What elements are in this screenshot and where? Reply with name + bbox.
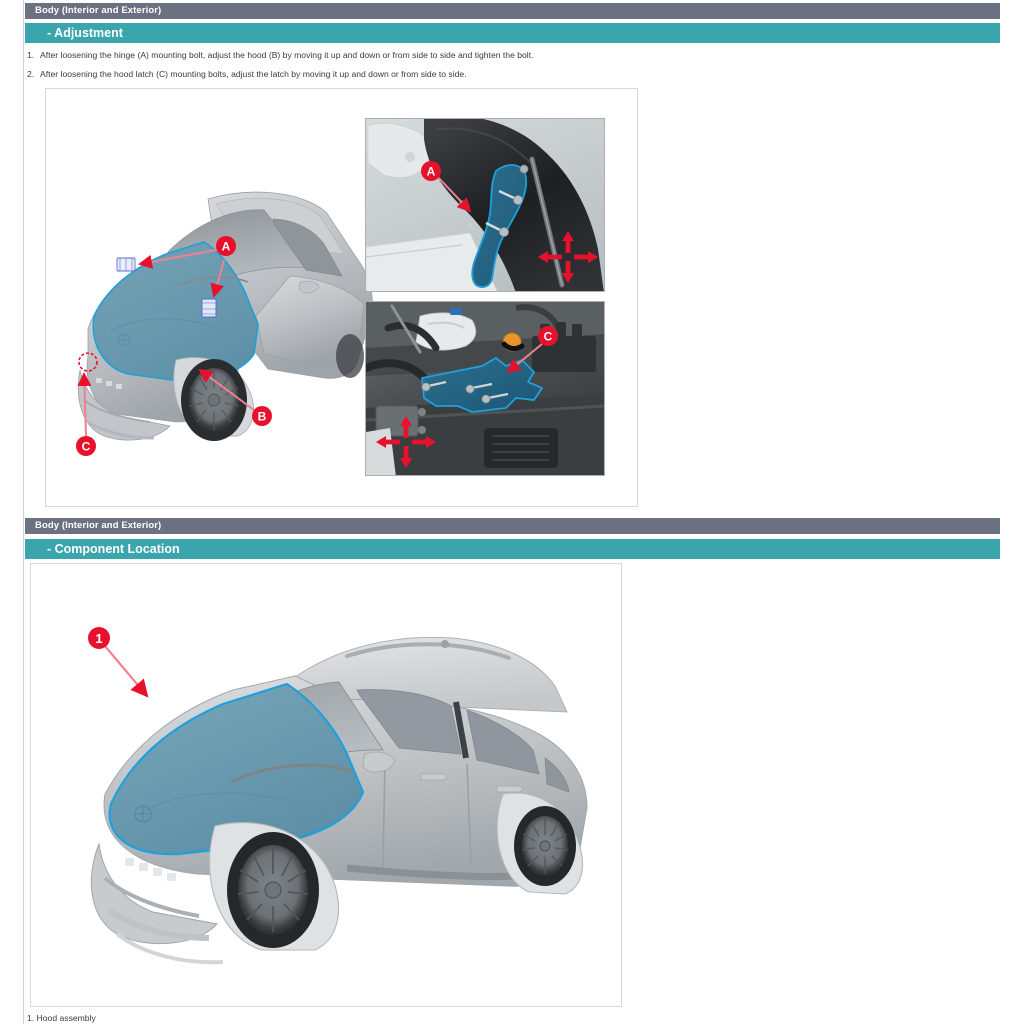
callout-marker-1 <box>88 627 110 649</box>
svg-text:C: C <box>543 329 553 344</box>
car-side-three-quarter-illustration <box>47 578 607 998</box>
car-front-three-quarter-illustration <box>58 164 388 484</box>
figure-caption-hood-assembly: 1. Hood assembly <box>27 1013 96 1023</box>
step-1-number: 1. <box>27 50 35 60</box>
svg-text:A: A <box>221 239 231 254</box>
callout-c-leader <box>84 374 86 436</box>
hinge-photo-inset <box>365 118 605 292</box>
hinge-bolt-marker-right <box>202 299 216 317</box>
latch-photo-inset <box>365 301 605 476</box>
step-2-number: 2. <box>27 69 35 79</box>
hood-adjustment-figure <box>45 88 638 507</box>
step-2-text: After loosening the hood latch (C) mounting bolts, adjust the latch by moving it up and down or from side to side. <box>40 69 467 79</box>
svg-text:A: A <box>426 164 436 179</box>
svg-text:1: 1 <box>95 631 103 646</box>
breadcrumb-body-interior-exterior-1: Body (Interior and Exterior) <box>25 3 1000 19</box>
inset-callout-marker-a <box>421 161 441 181</box>
left-margin-rule <box>23 0 24 1024</box>
callout-1-leader <box>105 646 147 696</box>
front-wheel <box>227 832 319 948</box>
callout-marker-b <box>252 406 272 426</box>
svg-text:C: C <box>81 439 91 454</box>
page-title-adjustment: - Adjustment <box>25 23 1000 43</box>
rear-wheel <box>514 806 576 886</box>
latch-photo-graphic <box>366 302 605 476</box>
svg-text:B: B <box>257 409 267 424</box>
hinge-photo-graphic <box>366 119 605 292</box>
page-title-component-location: - Component Location <box>25 539 1000 559</box>
step-1-text: After loosening the hinge (A) mounting bolt, adjust the hood (B) by moving it up and down or from side to side and tighten the bolt. <box>40 50 534 60</box>
inset-callout-marker-c <box>538 326 558 346</box>
hood-component-location-figure <box>30 563 622 1007</box>
step-2 <box>27 69 467 79</box>
hood-emblem <box>135 806 151 822</box>
breadcrumb-body-interior-exterior-2: Body (Interior and Exterior) <box>25 518 1000 534</box>
callout-marker-c <box>76 436 96 456</box>
step-1 <box>27 50 533 60</box>
callout-marker-a <box>216 236 236 256</box>
hinge-bolt-marker-left <box>117 258 135 271</box>
